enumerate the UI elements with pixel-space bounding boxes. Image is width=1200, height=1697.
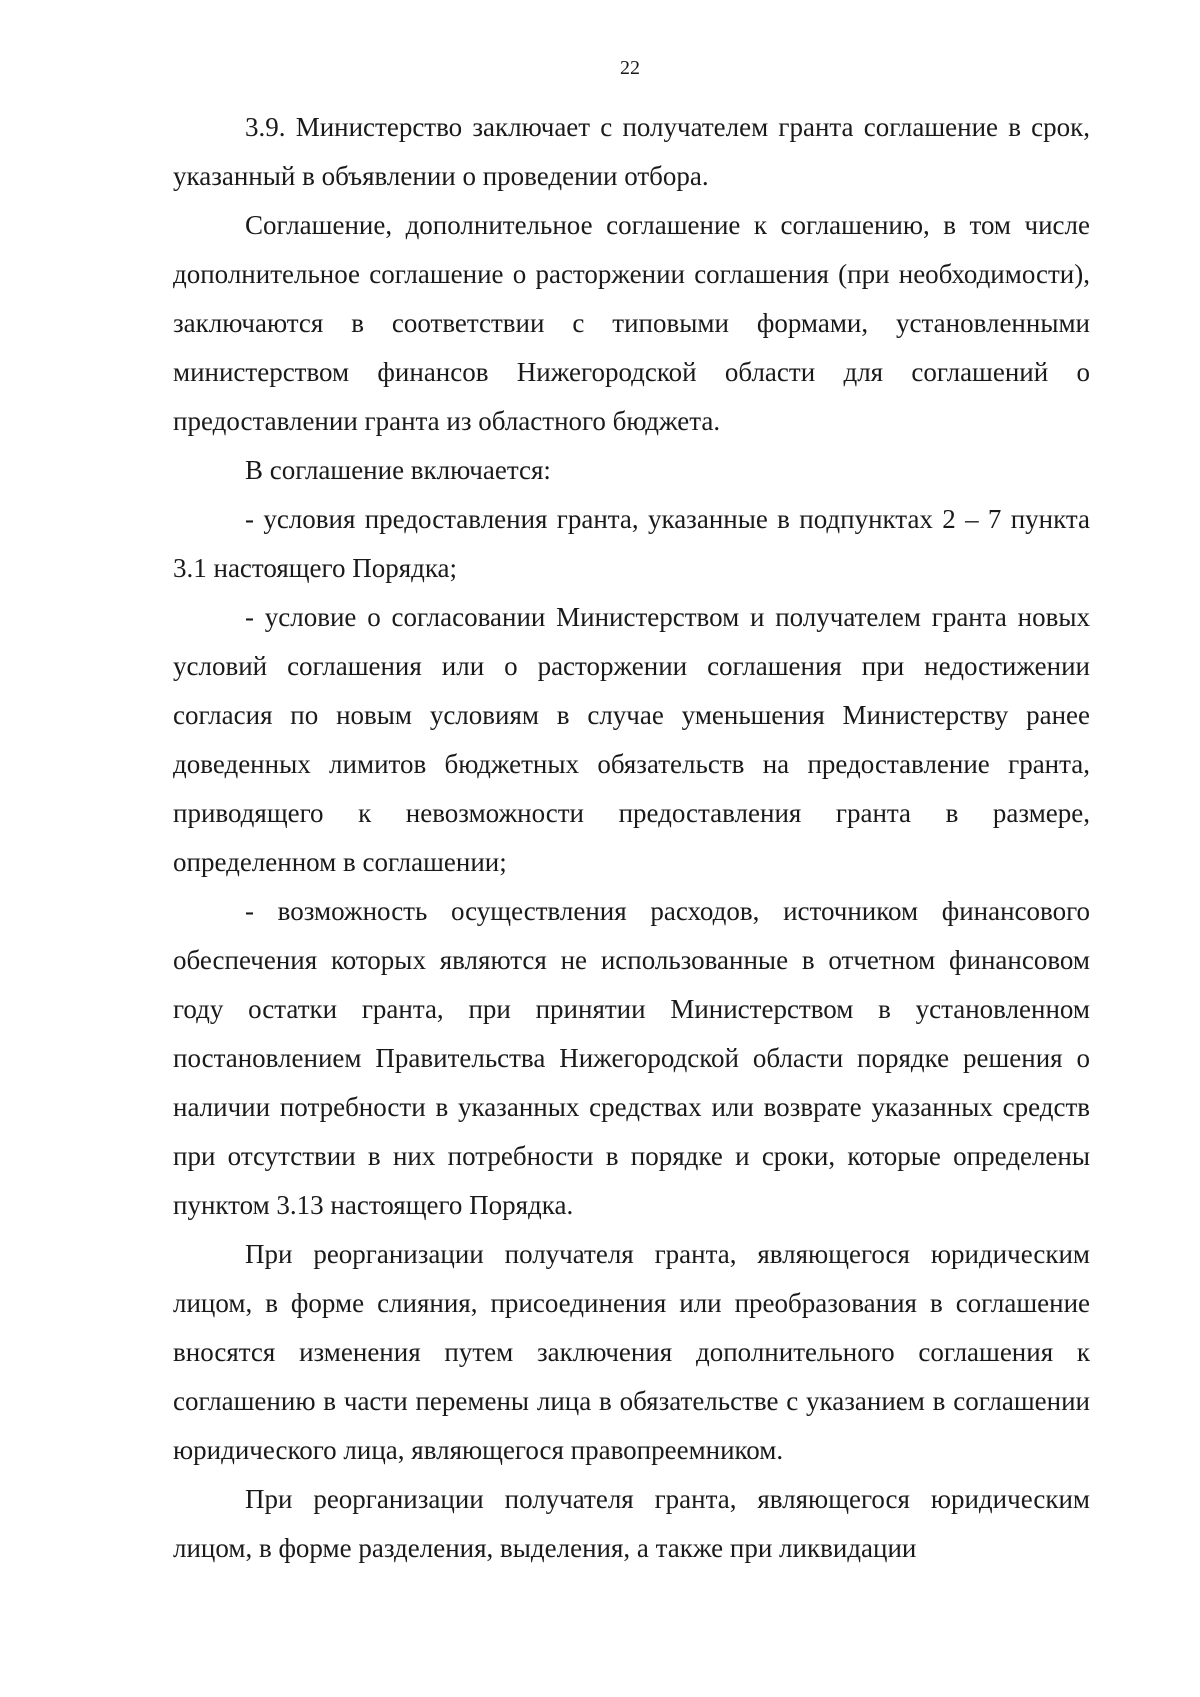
paragraph-reorganization-division: При реорганизации получателя гранта, являющегося юридическим лицом, в форме разделения, выделения, а также при ликвидации (173, 1484, 1090, 1563)
paragraph-3-9: 3.9. Министерство заключает с получателем гранта соглашение в срок, указанный в объявлении о проведении отбора. (173, 112, 1090, 191)
list-item-new-conditions: - условие о согласовании Министерством и получателем гранта новых условий соглашения или о расторжении соглашения при недостижении согласия по новым условиям в случае уменьшения Министерству ранее доведенных лимитов бюджетных обязательств на предоставление гранта, приводящего к невозможности предоставления гранта в размере, определенном в соглашении; (173, 602, 1090, 877)
list-item-expense-possibility: - возможность осуществления расходов, источником финансового обеспечения которых являются не использованные в отчетном финансовом году остатки гранта, при принятии Министерством в установленном постановлением Правительства Нижегородской области порядке решения о наличии потребности в указанных средствах или возврате указанных средств при отсутствии в них потребности в порядке и сроки, которые определены пунктом 3.13 настоящего Порядка. (173, 896, 1090, 1220)
page-number: 22 (620, 57, 640, 79)
paragraph-reorganization-merger: При реорганизации получателя гранта, являющегося юридическим лицом, в форме слияния, присоединения или преобразования в соглашение вносятся изменения путем заключения дополнительного соглашения к соглашению в части перемены лица в обязательстве с указанием в соглашении юридического лица, являющегося правопреемником. (173, 1239, 1090, 1465)
paragraph-agreement-forms: Соглашение, дополнительное соглашение к соглашению, в том числе дополнительное соглашение о расторжении соглашения (при необходимости), заключаются в соответствии с типовыми формами, установленными министерством финансов Нижегородской области для соглашений о предоставлении гранта из областного бюджета. (173, 210, 1090, 436)
paragraph-agreement-includes: В соглашение включается: (245, 455, 551, 485)
document-body (173, 103, 1090, 1573)
list-item-grant-conditions: - условия предоставления гранта, указанные в подпунктах 2 – 7 пункта 3.1 настоящего Порядка; (173, 504, 1090, 583)
